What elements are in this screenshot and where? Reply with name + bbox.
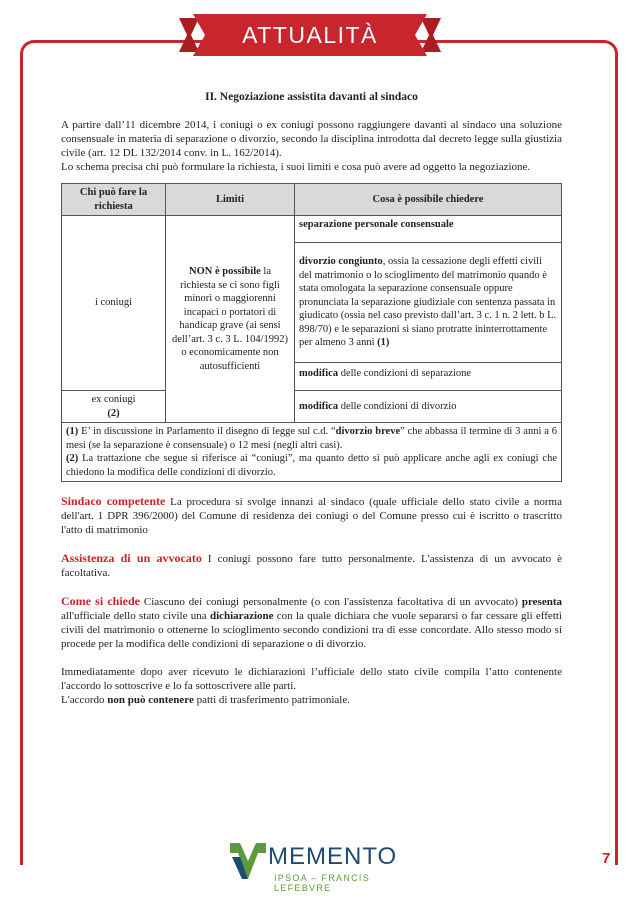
note-1-ref: (1) [66, 426, 79, 437]
final-paragraph: Immediatamente dopo aver ricevuto le dichiarazioni l’ufficiale dello stato civile compila l’atto contenente l'accordo lo sottoscrive e lo fa sottoscrivere alle parti. [61, 666, 562, 692]
cell-who-ex-spouses [62, 391, 166, 423]
intro-paragraph-2: Lo schema precisa chi può formulare la richiesta, i suoi limiti e cosa può avere ad oggetto la negoziazione. [61, 161, 531, 173]
header-banner [179, 14, 441, 56]
final-text-a: L'accordo [61, 694, 108, 706]
cell-item-3 [295, 362, 562, 391]
avvocato-text: I coniugi possono fare tutto personalmente. L'assistenza di un avvocato è facoltativa. [61, 553, 562, 579]
cell-limits [166, 216, 295, 423]
page-number: 7 [602, 850, 611, 867]
sindaco-text: La procedura si svolge innanzi al sindaco (quale ufficiale dello stato civile a norma dell'art. 1 DPR 396/2000) del Comune di residenza dei coniugi o del Comune presso cui è iscritto o trascritto l'atto di matrimonio [61, 496, 562, 536]
banner-title: ATTUALITÀ [242, 22, 378, 48]
come-bold-2: dichiarazione [209, 610, 274, 622]
come-paragraph [61, 594, 562, 651]
come-bold-1: presenta [521, 596, 563, 608]
sindaco-paragraph [61, 494, 562, 537]
limits-bold: NON è possibile [189, 266, 261, 277]
ex-spouses-ref: (2) [107, 407, 120, 419]
come-text-2: all'ufficiale dello stato civile una [61, 610, 210, 622]
table-header-who: Chi può fare la richiesta [62, 184, 166, 216]
memento-logo [228, 835, 428, 891]
final-paragraph-2 [61, 693, 562, 707]
note-1-text-b: ” che abbassa il termine di 3 anni a 6 mesi (se la separazione è consensuale) o 12 mesi (negli altri casi). [66, 426, 557, 451]
intro-paragraph: A partire dall’11 dicembre 2014, i coniugi o ex coniugi possono raggiungere davanti al sindaco una soluzione consensuale in materia di separazione o divorzio, secondo la disciplina introdotta dal decreto legge sulla giustizia civile (art. 12 DL 132/2014 conv. in L. 162/2014). [61, 119, 562, 159]
requests-table [61, 183, 562, 482]
table-notes [62, 423, 562, 482]
cell-item-2 [295, 243, 562, 363]
table-header-what: Cosa è possibile chiedere [295, 184, 562, 216]
table-header-limits: Limiti [166, 184, 295, 216]
table-row [62, 216, 562, 243]
item-1-text: separazione personale consensuale [299, 219, 454, 230]
section-title: II. Negoziazione assistita davanti al sindaco [205, 91, 418, 103]
cell-item-1 [295, 216, 562, 243]
note-2-text: La trattazione che segue si riferisce ai “coniugi”, ma quanto detto si può applicare anche agli ex coniugi che chiedono la modifica delle condizioni di divorzio. [66, 453, 557, 478]
item-4-bold: modifica [299, 400, 339, 412]
item-2-ref: (1) [377, 337, 390, 348]
logo-subtitle: IPSOA – FRANCIS LEFEBVRE [274, 873, 371, 893]
note-1-bold: divorzio breve [335, 426, 401, 437]
table-header-row [62, 184, 562, 216]
avvocato-heading: Assistenza di un avvocato [61, 551, 202, 565]
come-text-1: Ciascuno dei coniugi personalmente (o con l'assistenza facoltativa di un avvocato) [139, 596, 522, 608]
note-1-text-a: E’ in discussione in Parlamento il disegno di legge sul c.d. “ [78, 426, 336, 437]
memento-logo-mark-icon [228, 839, 268, 885]
item-3-text: delle condizioni di separazione [338, 367, 472, 379]
item-2-bold: divorzio congiunto [299, 256, 383, 267]
cell-item-4 [295, 391, 562, 423]
note-2-ref: (2) [66, 453, 79, 464]
ex-spouses-label: ex coniugi [91, 394, 136, 405]
limits-text: la richiesta se ci sono figli minori o maggiorenni incapaci o portatori di handicap grave (ai sensi dell’art. 3 c. 3 L. 104/1992) o economicamente non autosufficienti [171, 266, 289, 372]
final-text-b: patti di trasferimento patrimoniale. [193, 694, 350, 706]
item-3-bold: modifica [299, 367, 339, 379]
table-row [62, 391, 562, 423]
come-heading: Come si chiede [61, 594, 140, 608]
logo-name: MEMENTO [268, 843, 398, 870]
sindaco-heading: Sindaco competente [61, 494, 166, 508]
table-notes-row [62, 423, 562, 482]
cell-who-spouses: i coniugi [62, 216, 166, 391]
article-content [61, 90, 562, 707]
item-4-text: delle condizioni di divorzio [338, 400, 457, 412]
final-bold: non può contenere [107, 694, 194, 706]
come-text-3: con la quale dichiara che vuole separarsi o far cessare gli effetti civili del matrimonio o ottenerne lo scioglimento secondo condizioni tra di esse concordate. Allo stesso modo si procede per la modifica delle condizioni di separazione o di divorzio. [61, 610, 562, 650]
avvocato-paragraph [61, 551, 562, 580]
item-2-text: , ossia la cessazione degli effetti civili del matrimonio o lo scioglimento del matrimonio quando è stata omologata la separazione consensuale oppure pronunciata la separazione giudiziale con sentenza passata in giudicato (ossia nel caso previsto dall’art. 3 c. 1 n. 2 lett. b L. 898/70) e le separazioni si siano protratte ininterrottamente per almeno 3 anni [299, 256, 557, 348]
